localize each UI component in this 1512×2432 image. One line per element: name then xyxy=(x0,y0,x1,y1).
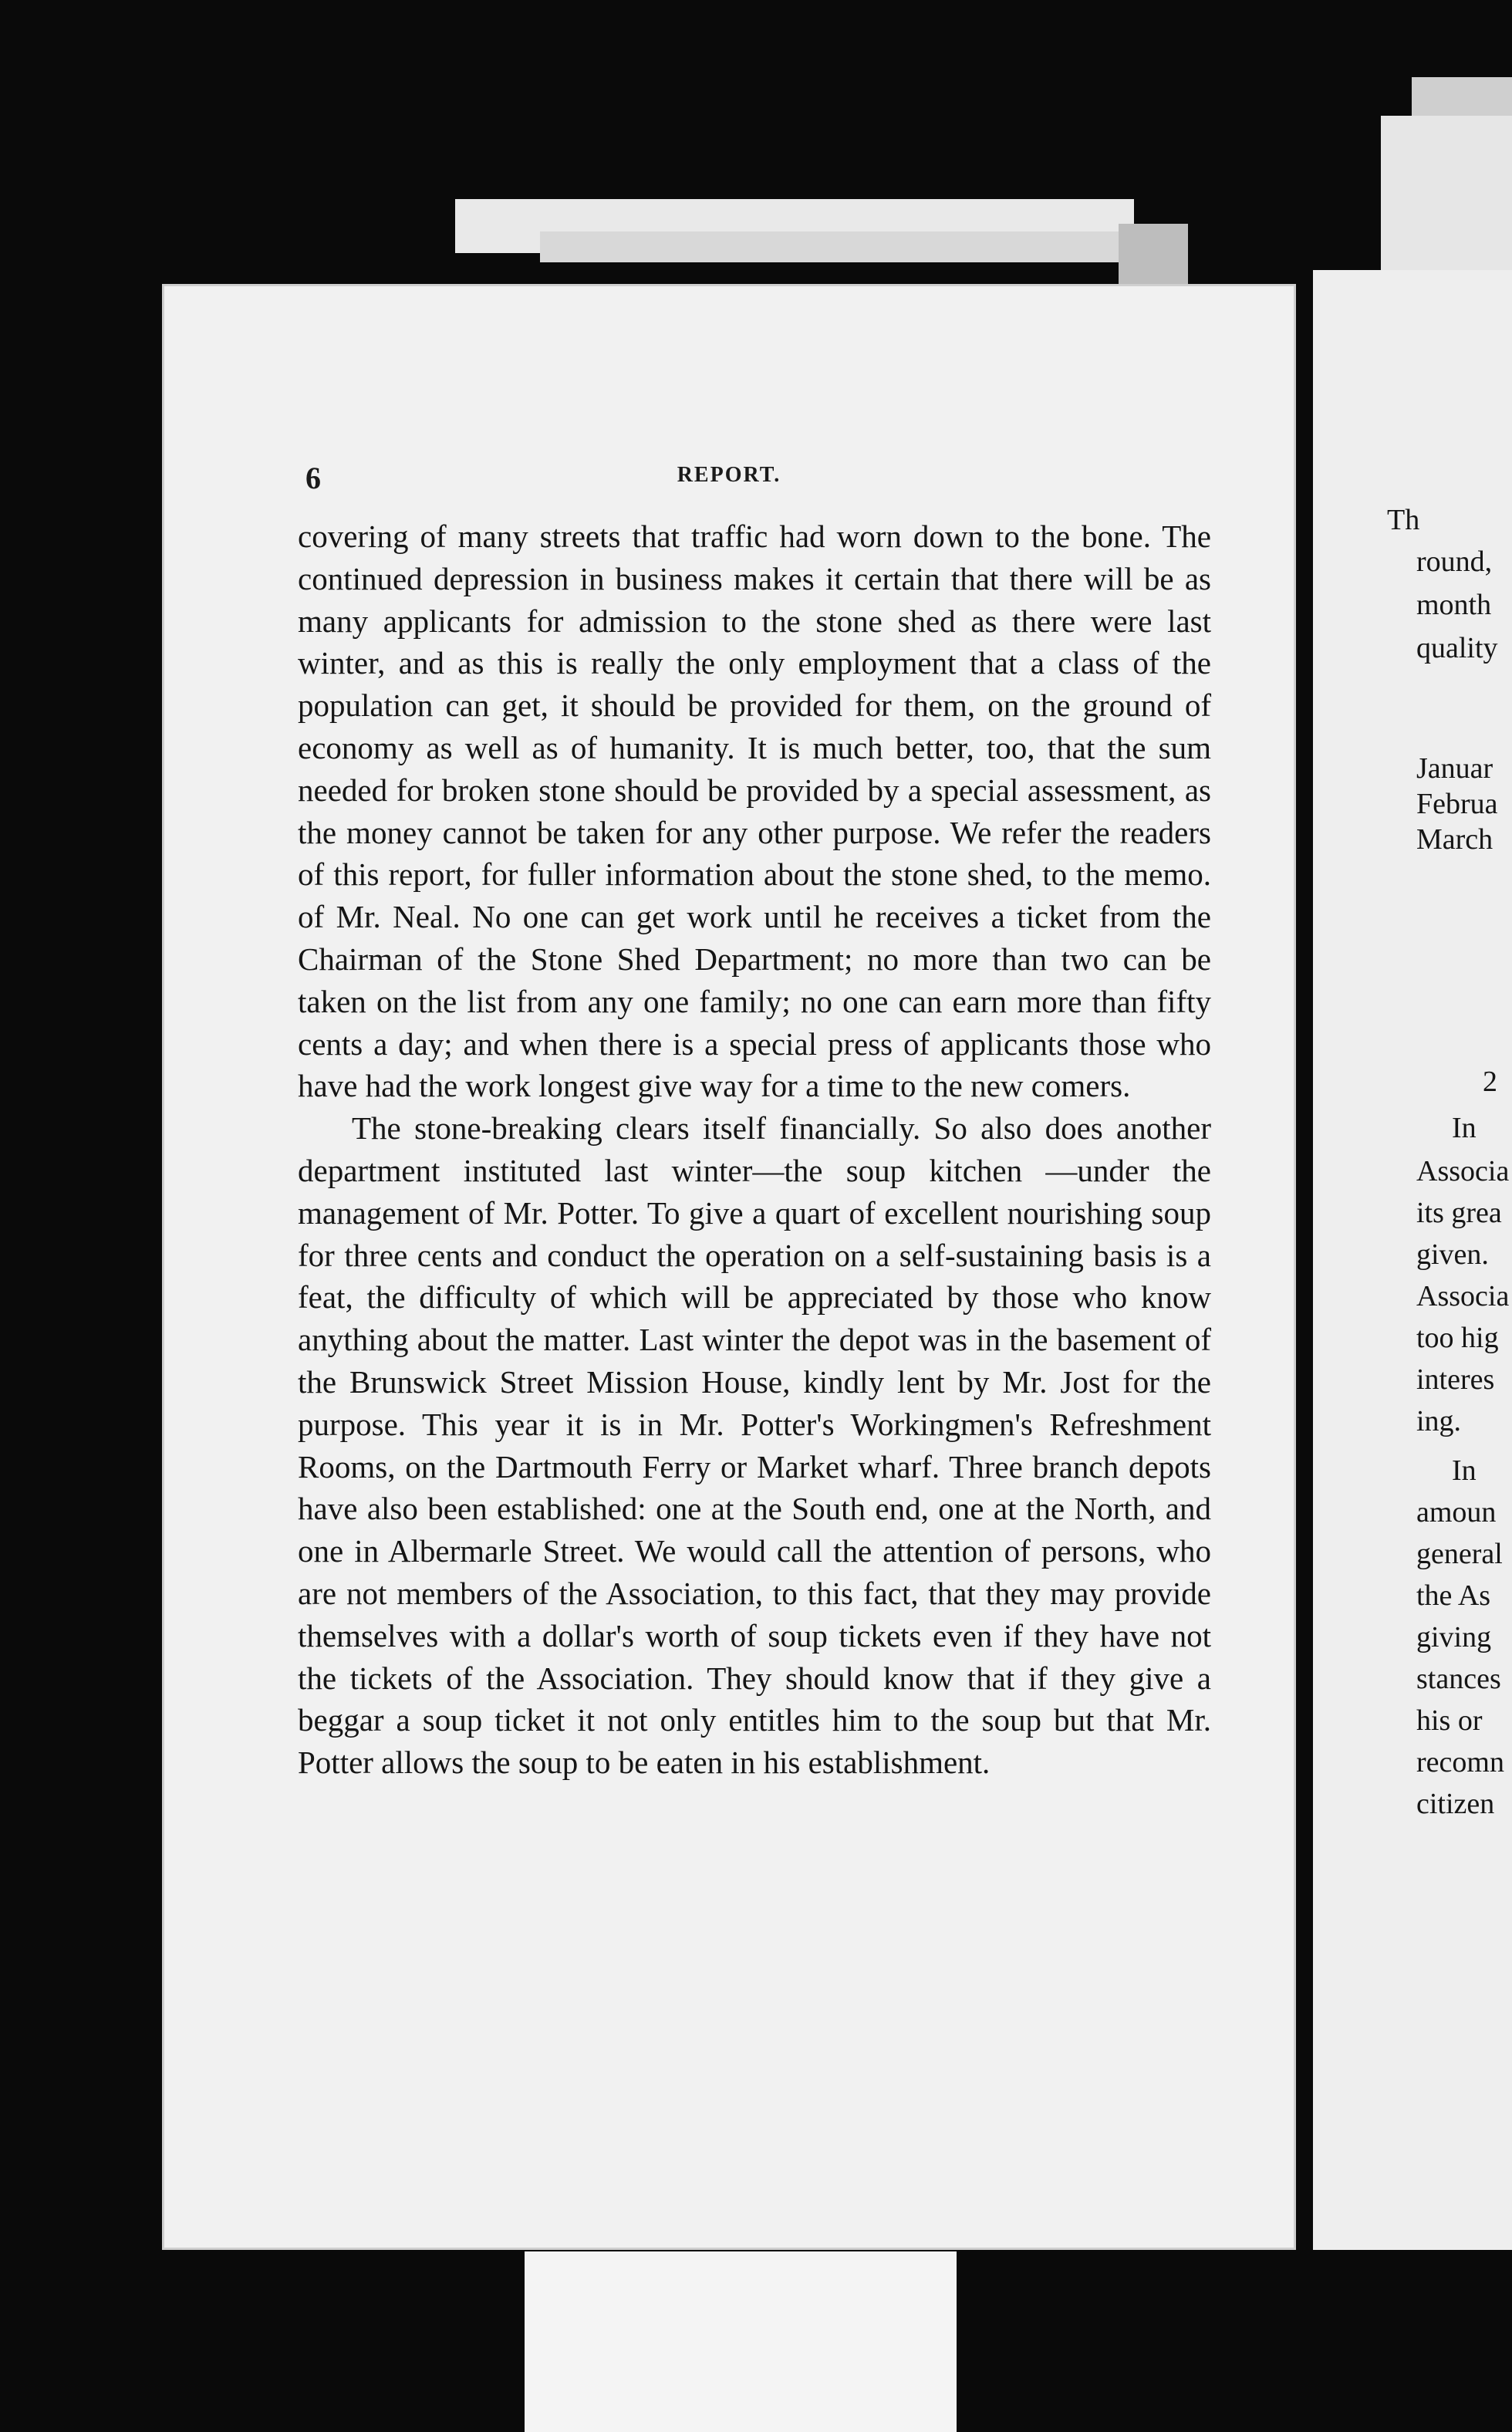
page-number: 6 xyxy=(305,461,321,495)
left-page xyxy=(162,284,1296,2250)
text-fragment: Januar xyxy=(1416,752,1493,785)
paragraph: The stone-breaking clears itself financially. So also does another department instituted last winter—the soup kitchen —under the management of Mr. Potter. To give a quart of excellent nourishing soup for three cents and conduct the operation on a self-sustaining basis is a feat, the difficulty of which will be appreciated by those who know anything about the matter. Last winter the depot was in the basement of the Brunswick Street Mission House, kindly lent by Mr. Jost for the purpose. This year it is in Mr. Potter's Workingmen's Refreshment Rooms, on the Dartmouth Ferry or Market wharf. Three branch depots have also been established: one at the South end, one at the North, and one in Albermarle Street. We would call the attention of persons, who are not members of the Association, to this fact, that they may provide themselves with a dollar's worth of soup tickets even if they have not the tickets of the Association. They should know that if they give a beggar a soup ticket it not only entitles him to the soup but that Mr. Potter allows the soup to be eaten in his establishment. xyxy=(298,1110,1211,1781)
text-fragment: stances xyxy=(1416,1663,1501,1695)
running-head: REPORT. xyxy=(677,463,781,487)
text-fragment: the As xyxy=(1416,1579,1491,1612)
text-fragment: 2 xyxy=(1483,1066,1497,1098)
background-paper-slip xyxy=(540,231,1126,262)
text-fragment: general xyxy=(1416,1538,1503,1570)
text-fragment: In xyxy=(1452,1112,1477,1144)
text-fragment: ing. xyxy=(1416,1405,1462,1437)
text-fragment: citizen xyxy=(1416,1788,1495,1820)
text-fragment: quality xyxy=(1416,632,1498,664)
text-fragment: his or xyxy=(1416,1704,1483,1737)
text-fragment: round, xyxy=(1416,546,1493,578)
text-fragment: month xyxy=(1416,589,1492,621)
text-fragment: In xyxy=(1452,1454,1477,1487)
background-paper-slip xyxy=(1119,224,1188,285)
text-fragment: Th xyxy=(1387,504,1420,536)
text-fragment: recomn xyxy=(1416,1746,1504,1778)
background-paper-slip xyxy=(525,2251,957,2432)
right-page xyxy=(1313,270,1512,2250)
text-fragment: Associa xyxy=(1416,1155,1510,1187)
text-fragment: interes xyxy=(1416,1363,1495,1396)
text-fragment: giving xyxy=(1416,1621,1492,1653)
text-fragment: Februa xyxy=(1416,788,1498,820)
paragraph: covering of many streets that traffic had worn down to the bone. The continued depression in business makes it certain that there will be as many applicants for admission to the stone shed as there were last winter, and as this is really the only employment that a class of the population can get, it should be provided for them, on the ground of economy as well as of humanity. It is much better, too, that the sum needed for broken stone should be provided by a special assessment, as the money cannot be taken for any other purpose. We refer the readers of this report, for fuller information about the stone shed, to the memo. of Mr. Neal. No one can get work until he receives a ticket from the Chairman of the Stone Shed Department; no more than two can be taken on the list from any one family; no one can earn more than fifty cents a day; and when there is a special press of applicants those who have had the work longest give way for a time to the new comers. xyxy=(298,518,1211,1104)
body-text xyxy=(298,515,1211,1784)
text-fragment: its grea xyxy=(1416,1197,1502,1229)
text-fragment: too hig xyxy=(1416,1322,1499,1354)
text-fragment: amoun xyxy=(1416,1496,1497,1528)
text-fragment: given. xyxy=(1416,1238,1489,1271)
text-fragment: Associa xyxy=(1416,1280,1510,1312)
background-paper-slip xyxy=(1381,116,1512,270)
text-fragment: March xyxy=(1416,823,1493,856)
